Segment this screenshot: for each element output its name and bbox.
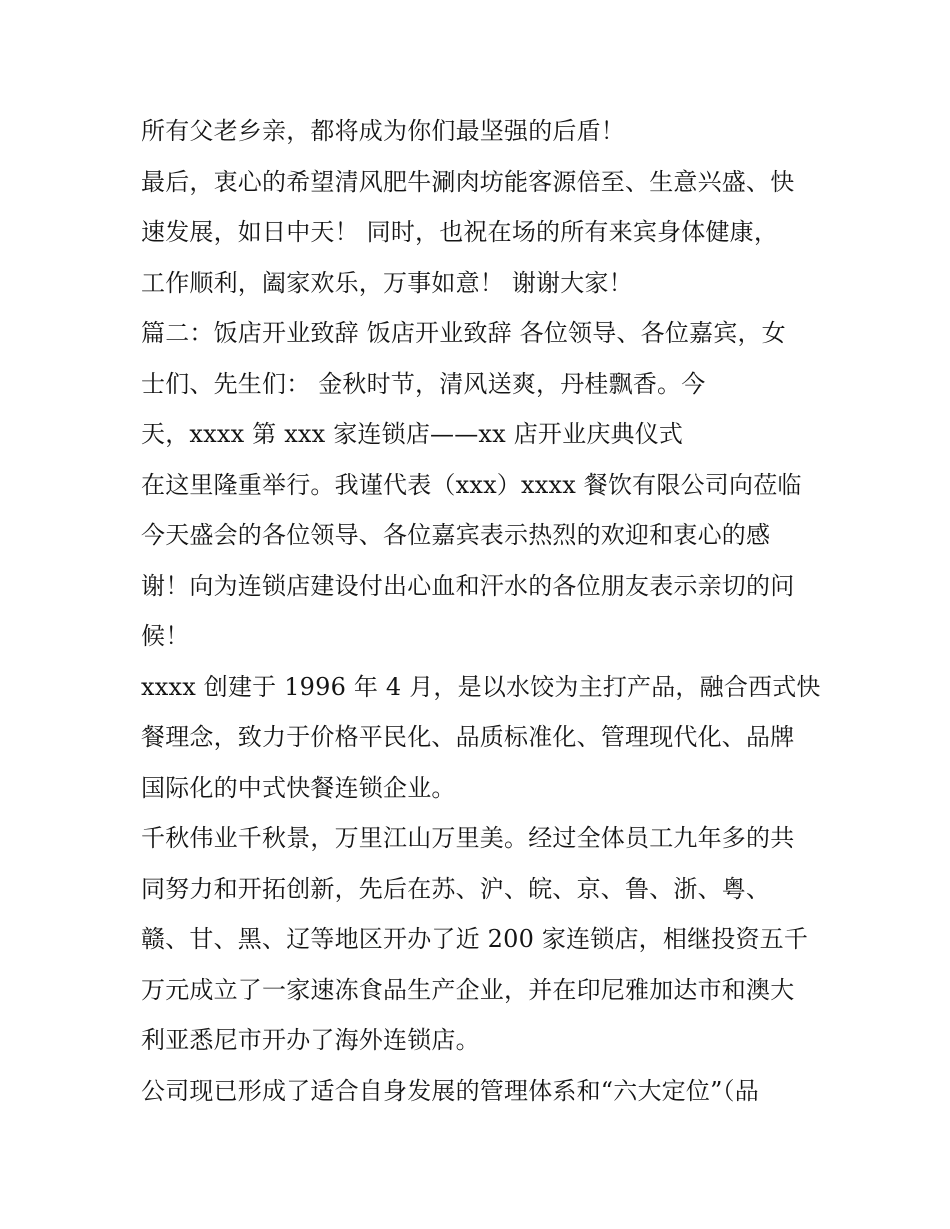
text-line: 候！ [141,622,190,650]
text-line: 最后，衷心的希望清风肥牛涮肉坊能客源倍至、生意兴盛、快 [141,167,795,196]
text-line: 利亚悉尼市开办了海外连锁店。 [141,1026,480,1054]
text-line: 士们、先生们： 金秋时节，清风送爽，丹桂飘香。今 [141,369,706,398]
text-line: 万元成立了一家速冻食品生产企业，并在印尼雅加达市和澳大 [141,975,795,1004]
text-line: xxxx 创建于 1996 年 4 月，是以水饺为主打产品，融合西式快 [141,672,821,701]
text-line: 速发展，如日中天！ 同时，也祝在场的所有来宾身体健康， [141,218,779,246]
text-line: 餐理念，致力于价格平民化、品质标准化、管理现代化、品牌 [141,723,795,751]
text-line: 公司现已形成了适合自身发展的管理体系和“六大定位”（品 [141,1076,759,1105]
text-line: 天，xxxx 第 xxx 家连锁店——xx 店开业庆典仪式 [141,420,684,448]
text-line: 同努力和开拓创新，先后在苏、沪、皖、京、鲁、浙、粤、 [141,874,771,903]
text-line: 今天盛会的各位领导、各位嘉宾表示热烈的欢迎和衷心的感 [141,521,771,549]
text-line: 谢！向为连锁店建设付出心血和汗水的各位朋友表示亲切的问 [141,571,795,600]
text-line: 所有父老乡亲，都将成为你们最坚强的后盾！ [141,117,625,145]
text-line: 工作顺利，阖家欢乐，万事如意！ 谢谢大家！ [141,268,633,297]
text-line: 在这里隆重举行。我谨代表（xxx）xxxx 餐饮有限公司向莅临 [141,470,802,499]
text-line: 赣、甘、黑、辽等地区开办了近 200 家连锁店，相继投资五千 [141,925,809,953]
document-body [141,106,821,1116]
text-line: 千秋伟业千秋景，万里江山万里美。经过全体员工九年多的共 [141,824,795,852]
text-line: 篇二：饭店开业致辞 饭店开业致辞 各位领导、各位嘉宾，女 [141,319,786,347]
text-line: 国际化的中式快餐连锁企业。 [141,773,456,802]
